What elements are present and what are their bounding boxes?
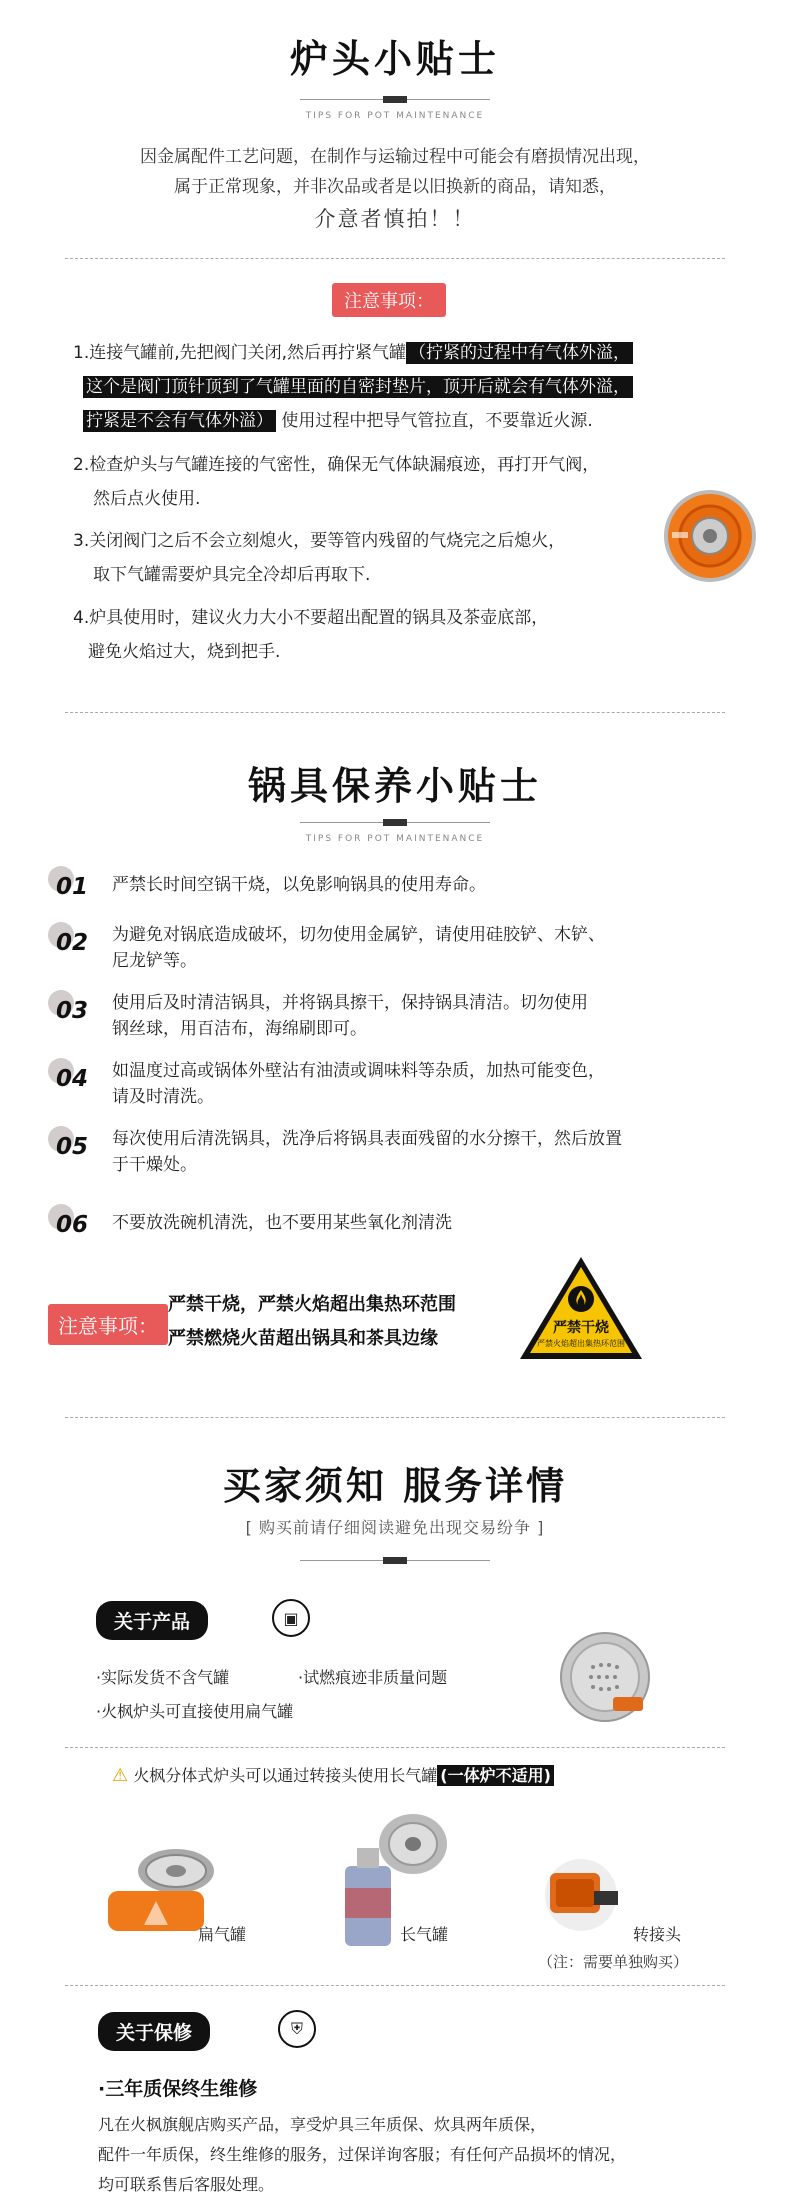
burner-item-3b: 取下气罐需要炉具完全冷却后再取下. [93, 565, 371, 585]
burner-item-1-highlight-3: 拧紧是不会有气体外溢） [83, 410, 276, 432]
tip-text-line-2: 请及时清洗。 [112, 1087, 214, 1107]
burner-item-4a: 4.炉具使用时，建议火力大小不要超出配置的锅具及茶壶底部， [73, 608, 549, 628]
tip-text-line-1: 不要放洗碗机清洗，也不要用某些氧化剂清洗 [112, 1213, 452, 1233]
long-can-label: 长气罐 [400, 1925, 449, 1944]
dashed-divider [65, 1747, 725, 1748]
tip-number: 06 [56, 1212, 89, 1238]
tip-number: 03 [56, 998, 89, 1024]
service-title: 买家须知 服务详情 [222, 1464, 568, 1508]
about-product-label: 关于产品 [96, 1601, 208, 1640]
dashed-divider [65, 712, 725, 713]
pot-tips-title: 锅具保养小贴士 [247, 764, 542, 808]
adapter-note [112, 1763, 554, 1786]
burner-item-1-cont [83, 372, 633, 402]
tip-number: 01 [56, 874, 89, 900]
dashed-divider [65, 1417, 725, 1418]
tip-text-line-1: 每次使用后清洗锅具，洗净后将锅具表面残留的水分擦干，然后放置 [112, 1129, 622, 1149]
warning-sign-subtext: 严禁火焰超出集热环范围 [537, 1339, 625, 1348]
tip-text-line-1: 如温度过高或锅体外壁沾有油渍或调味料等杂质，加热可能变色， [112, 1061, 605, 1081]
service-subtitle: [ 购买前请仔细阅读避免出现交易纷争 ] [245, 1518, 545, 1537]
burner-item-2a: 2.检查炉头与气罐连接的气密性，确保无气体缺漏痕迹，再打开气阀， [73, 455, 600, 475]
intro-line-3: 介意者慎拍！！ [314, 207, 476, 231]
burner-item-1-text-b: 使用过程中把导气管拉直，不要靠近火源. [281, 411, 593, 431]
warranty-line-3: 均可联系售后客服处理。 [98, 2175, 275, 2194]
burner-item-4b: 避免火焰过大，烧到把手. [88, 642, 281, 662]
title-divider-block [383, 1557, 407, 1564]
tip-text-line-2: 钢丝球，用百洁布，海绵刷即可。 [112, 1019, 367, 1039]
warning-triangle-icon: ⚠ [112, 1765, 129, 1786]
about-warranty-label: 关于保修 [98, 2012, 210, 2051]
pot-notice-line-1: 严禁干烧，严禁火焰超出集热环范围 [168, 1294, 456, 1315]
title-divider-block [383, 819, 407, 826]
tip-text-line-2: 于干燥处。 [112, 1155, 197, 1175]
burner-item-2b: 然后点火使用. [93, 489, 201, 509]
burner-tips-title: 炉头小贴士 [289, 37, 500, 81]
adapter-purchase-note: （注：需要单独购买） [538, 1953, 689, 1971]
tip-text-line-1: 严禁长时间空锅干烧，以免影响锅具的使用寿命。 [112, 875, 486, 895]
tip-number: 04 [56, 1066, 89, 1092]
burner-tips-subtitle: TIPS FOR POT MAINTENANCE [305, 111, 485, 121]
warranty-line-2: 配件一年质保，终生维修的服务，过保详询客服；有任何产品损坏的情况， [98, 2145, 627, 2164]
burner-head-image [555, 1627, 655, 1727]
shield-icon: ⛨ [278, 2010, 316, 2048]
adapter-image [536, 1853, 626, 1933]
tip-number: 05 [56, 1134, 89, 1160]
tip-text-line-1: 使用后及时清洁锅具，并将锅具擦干，保持锅具清洁。切勿使用 [112, 993, 588, 1013]
burner-item-1 [73, 338, 633, 368]
adapter-note-text: 火枫分体式炉头可以通过转接头使用长气罐 [133, 1766, 438, 1785]
pot-tips-subtitle: TIPS FOR POT MAINTENANCE [305, 834, 485, 844]
product-bullet-1: ·实际发货不含气罐 [96, 1668, 230, 1687]
pot-notice-label: 注意事项： [48, 1304, 168, 1345]
burner-item-1-cont2 [83, 406, 593, 436]
pot-notice-line-2: 严禁燃烧火苗超出锅具和茶具边缘 [168, 1328, 438, 1349]
dashed-divider [65, 1985, 725, 1986]
burner-item-1-text: 1.连接气罐前,先把阀门关闭,然后再拧紧气罐 [73, 343, 407, 363]
flat-can-label: 扁气罐 [198, 1925, 247, 1944]
title-divider-block [383, 96, 407, 103]
intro-line-1: 因金属配件工艺问题，在制作与运输过程中可能会有磨损情况出现， [140, 147, 650, 167]
no-dry-burning-warning-sign [516, 1253, 646, 1363]
product-bullet-2: ·试燃痕迹非质量问题 [298, 1668, 448, 1687]
box-icon: ▣ [272, 1599, 310, 1637]
tip-text-line-2: 尼龙铲等。 [112, 951, 197, 971]
intro-line-2: 属于正常现象，并非次品或者是以旧换新的商品，请知悉， [174, 177, 616, 197]
gas-canister-valve-image [662, 488, 758, 584]
tip-text-line-1: 为避免对锅底造成破坏，切勿使用金属铲，请使用硅胶铲、木铲、 [112, 925, 605, 945]
warning-sign-text: 严禁干烧 [553, 1320, 609, 1336]
product-bullet-3: ·火枫炉头可直接使用扁气罐 [96, 1702, 294, 1721]
adapter-note-highlight: (一体炉不适用) [437, 1765, 554, 1786]
burner-item-1-highlight-2: 这个是阀门顶针顶到了气罐里面的自密封垫片，顶开后就会有气体外溢， [83, 376, 633, 398]
burner-item-3a: 3.关闭阀门之后不会立刻熄火，要等管内残留的气烧完之后熄火， [73, 531, 566, 551]
flat-gas-can-image [106, 1843, 216, 1933]
tip-number: 02 [56, 930, 89, 956]
adapter-label: 转接头 [633, 1925, 682, 1944]
notice-label: 注意事项： [332, 283, 446, 317]
warranty-line-1: 凡在火枫旗舰店购买产品，享受炉具三年质保、炊具两年质保， [98, 2115, 547, 2134]
warranty-heading: ·三年质保终生维修 [98, 2078, 258, 2100]
dashed-divider [65, 258, 725, 259]
burner-item-1-highlight-1: （拧紧的过程中有气体外溢， [406, 342, 633, 364]
